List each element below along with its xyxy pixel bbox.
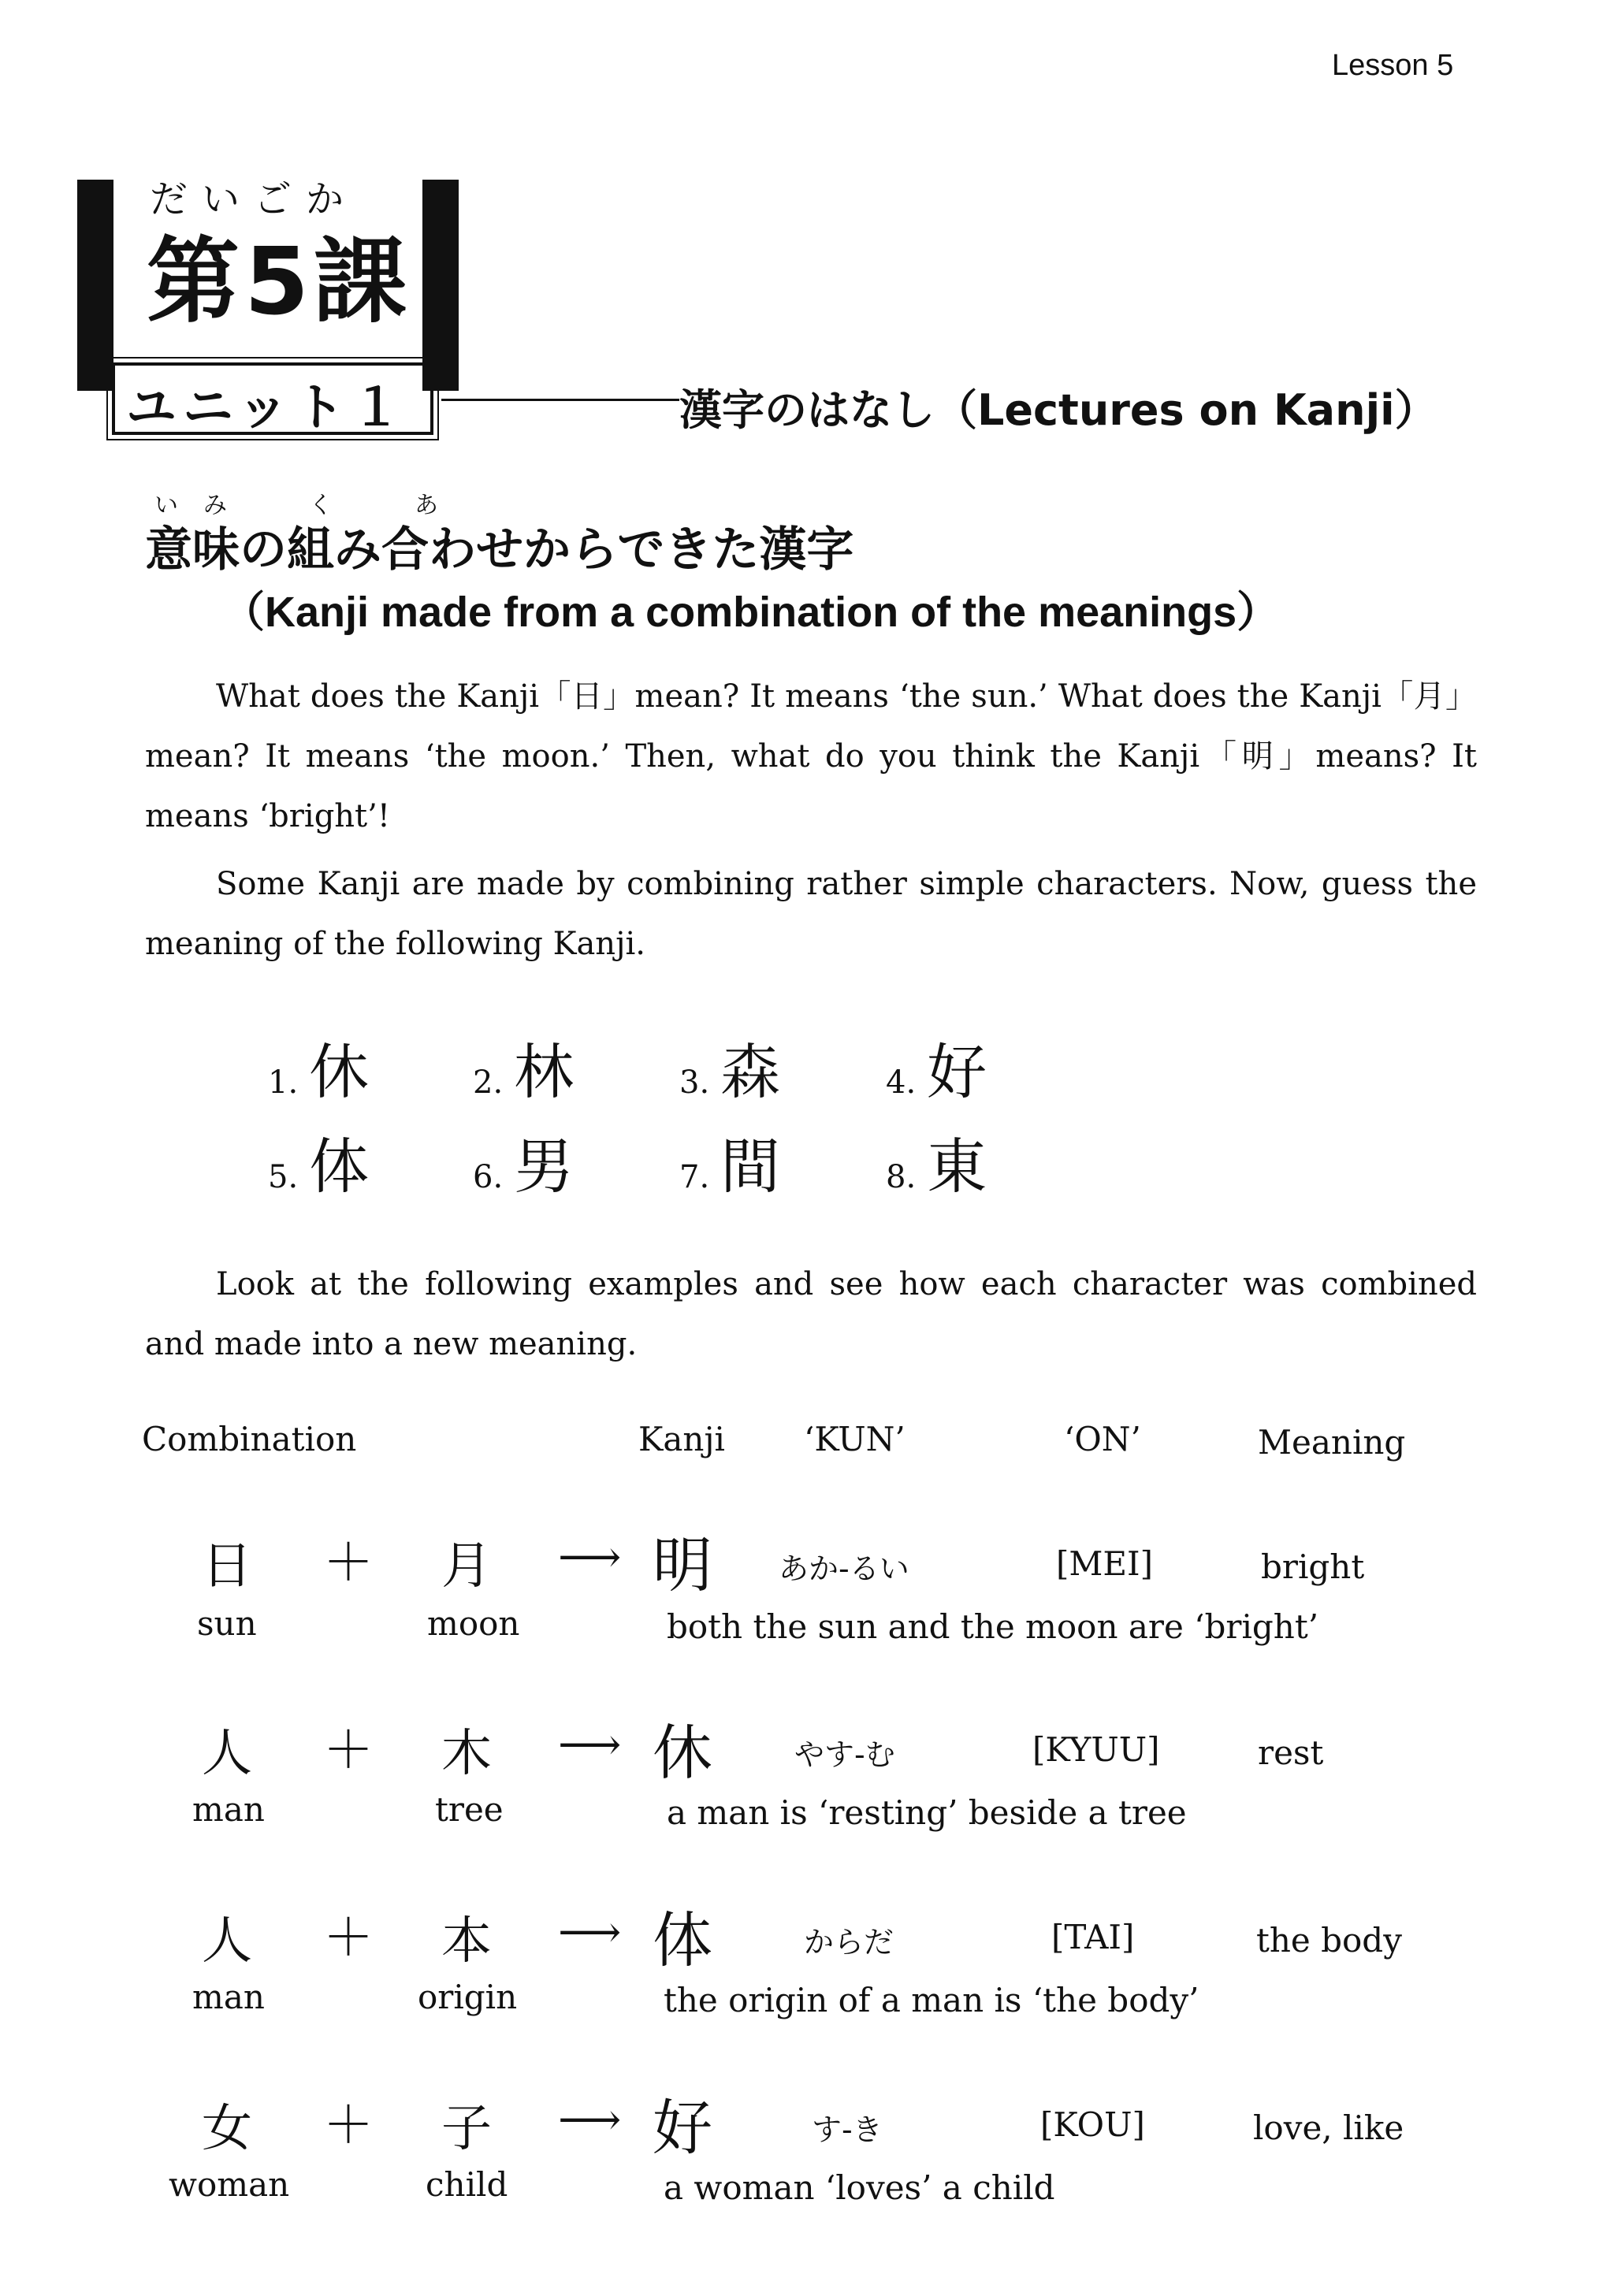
row4-plus: ＋ xyxy=(323,2097,374,2155)
row2-arrow: ⟶ xyxy=(558,1719,622,1770)
row4-arrow: ⟶ xyxy=(558,2094,622,2146)
quiz-kanji: 間 xyxy=(720,1131,781,1202)
quiz-item xyxy=(679,1119,780,1205)
row3-kanji: 体 xyxy=(653,1905,712,1975)
row3-right-char: 本 xyxy=(441,1912,492,1971)
row4-left-char: 女 xyxy=(202,2100,252,2158)
quiz-item xyxy=(679,1024,780,1110)
row4-on: [KOU] xyxy=(1040,2105,1145,2144)
quiz-item xyxy=(886,1024,987,1110)
row2-on: [KYUU] xyxy=(1032,1730,1160,1769)
unit-topic: 漢字のはなし（Lectures on Kanji） xyxy=(679,385,1437,435)
quiz-kanji: 体 xyxy=(309,1131,370,1202)
quiz-kanji: 好 xyxy=(927,1037,987,1107)
row3-meaning: the body xyxy=(1256,1921,1402,1960)
quiz-number: 5. xyxy=(268,1159,299,1195)
row1-plus: ＋ xyxy=(323,1534,374,1592)
section-heading-jp: 意味の組み合わせからできた漢字 xyxy=(145,522,854,578)
row4-kanji: 好 xyxy=(653,2093,712,2163)
instruction-paragraph: Some Kanji are made by combining rather simple characters. Now, guess the meaning of the following Kanji. xyxy=(145,866,1477,962)
row1-left-char: 日 xyxy=(202,1537,252,1596)
quiz-number: 7. xyxy=(679,1159,710,1195)
row2-right-char: 木 xyxy=(441,1725,492,1783)
quiz-item xyxy=(473,1119,574,1205)
row3-right-gloss: origin xyxy=(418,1978,518,2016)
quiz-item xyxy=(473,1024,574,1110)
section-heading-en: （Kanji made from a combination of the meanings） xyxy=(222,589,1280,636)
quiz-number: 6. xyxy=(473,1159,504,1195)
row1-explanation: both the sun and the moon are ‘bright’ xyxy=(667,1607,1319,1646)
row3-left-char: 人 xyxy=(202,1912,252,1971)
row4-explanation: a woman ‘loves’ a child xyxy=(664,2168,1055,2207)
title-bar-left xyxy=(77,180,113,391)
row2-kun: やす-む xyxy=(794,1737,895,1772)
quiz-number: 1. xyxy=(268,1064,299,1101)
row1-arrow: ⟶ xyxy=(558,1532,622,1583)
row1-kanji: 明 xyxy=(653,1530,712,1600)
quiz-number: 2. xyxy=(473,1064,504,1101)
row2-plus: ＋ xyxy=(323,1722,374,1780)
row3-plus: ＋ xyxy=(323,1909,374,1967)
row1-right-gloss: moon xyxy=(427,1604,520,1643)
row2-left-char: 人 xyxy=(202,1725,252,1783)
row3-explanation: the origin of a man is ‘the body’ xyxy=(664,1981,1199,2019)
row2-left-gloss: man xyxy=(192,1790,265,1829)
unit-label: ユニット１ xyxy=(126,379,408,437)
running-head: Lesson 5 xyxy=(1332,49,1454,82)
row3-kun: からだ xyxy=(804,1925,894,1960)
ruby-ku: く xyxy=(309,492,333,519)
title-bar-right xyxy=(422,180,459,391)
ruby-i: い xyxy=(154,492,178,519)
unit-rule xyxy=(441,399,679,401)
row3-arrow: ⟶ xyxy=(558,1907,622,1958)
row4-right-gloss: child xyxy=(426,2165,508,2204)
quiz-number: 4. xyxy=(886,1064,917,1101)
header-combination: Combination xyxy=(142,1420,357,1458)
row4-meaning: love, like xyxy=(1253,2108,1404,2147)
ruby-mi: み xyxy=(203,492,227,519)
row2-explanation: a man is ‘resting’ beside a tree xyxy=(667,1793,1187,1832)
quiz-kanji: 男 xyxy=(514,1131,575,1202)
quiz-item xyxy=(886,1119,987,1205)
quiz-item xyxy=(268,1024,369,1110)
row3-left-gloss: man xyxy=(192,1978,265,2016)
header-kun: ‘KUN’ xyxy=(804,1420,906,1458)
lesson-title-ruby: だいごか xyxy=(150,177,359,221)
quiz-number: 8. xyxy=(886,1159,917,1195)
quiz-kanji: 森 xyxy=(720,1037,781,1107)
quiz-kanji: 林 xyxy=(514,1037,575,1107)
header-kanji: Kanji xyxy=(638,1420,725,1458)
quiz-item xyxy=(268,1119,369,1205)
row1-on: [MEI] xyxy=(1056,1544,1154,1583)
header-meaning: Meaning xyxy=(1258,1423,1406,1462)
intro-paragraph: What does the Kanji「日」mean? It means ‘the sun.’ What does the Kanji「月」mean? It means ‘the moon.’ Then, what do you think the Kanji「明」means? It means ‘bright’! xyxy=(145,678,1477,834)
row1-kun: あか-るい xyxy=(779,1551,909,1586)
row4-left-gloss: woman xyxy=(169,2165,290,2204)
row2-meaning: rest xyxy=(1258,1733,1324,1772)
quiz-kanji: 東 xyxy=(927,1131,987,1202)
row3-on: [TAI] xyxy=(1051,1918,1135,1956)
row1-right-char: 月 xyxy=(441,1537,492,1596)
row1-left-gloss: sun xyxy=(197,1604,257,1643)
row2-right-gloss: tree xyxy=(435,1790,504,1829)
lesson-title: 第5課 xyxy=(147,227,412,336)
row4-kun: す-き xyxy=(812,2112,883,2147)
quiz-number: 3. xyxy=(679,1064,710,1101)
header-on: ‘ON’ xyxy=(1064,1420,1141,1458)
row1-meaning: bright xyxy=(1261,1547,1365,1586)
row2-kanji: 休 xyxy=(653,1718,712,1788)
examples-paragraph: Look at the following examples and see how each character was combined and made into a new meaning. xyxy=(145,1266,1477,1362)
quiz-kanji: 休 xyxy=(309,1037,370,1107)
ruby-a: あ xyxy=(415,492,438,519)
row4-right-char: 子 xyxy=(441,2100,492,2158)
